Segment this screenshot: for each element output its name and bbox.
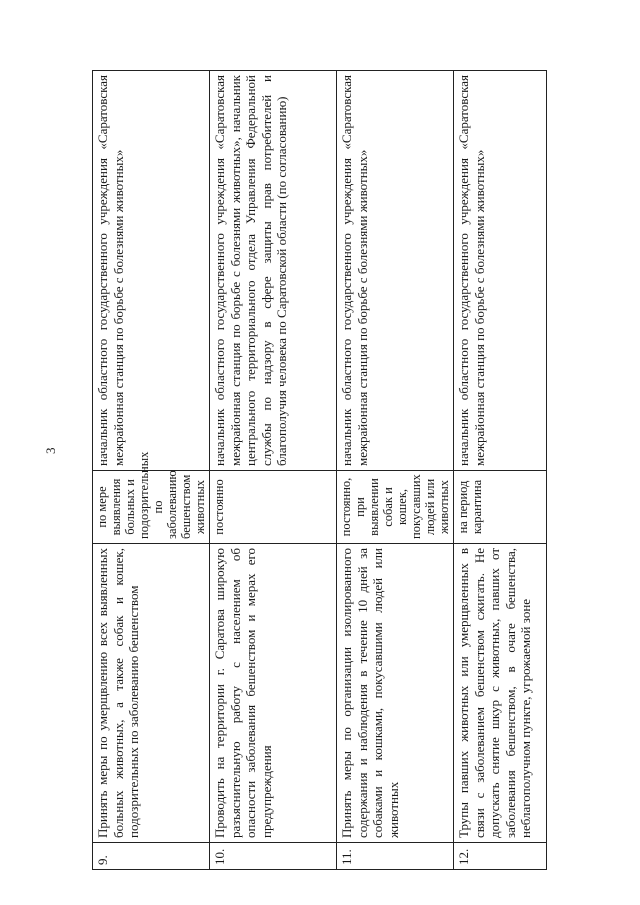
term-cell: по мере выявления больных и подозрительных по заболеванию бешенством животных [93, 471, 210, 544]
term-cell: на период карантина [454, 471, 547, 544]
table-row [93, 71, 210, 870]
measure-cell: Принять меры по умерщвлению всех выявленных больных животных, а также собак и кошек, подозрительных по заболеванию бешенством [93, 544, 210, 843]
page-number: 3 [43, 447, 58, 454]
responsible-cell: начальник областного государственного учреждения «Саратовская межрайонная станция по борьбе с болезнями животных», начальник центрального территориального отдела Управления Федеральной службы по надзору в сфере защиты прав потребителей и благополучия человека по Саратовской области (по согласованию) [210, 71, 337, 471]
measures-table [92, 70, 547, 870]
table-row [210, 71, 337, 870]
rotated-table-container [92, 70, 533, 870]
measure-cell: Трупы павших животных или умерщвленных в связи с заболеванием бешенством сжигать. Не допускать снятие шкур с животных, павших от заболевания бешенством, в очаге бешенства, неблагополучном пункте, угрожаемой зоне [454, 544, 547, 843]
row-number: 11. [337, 843, 454, 870]
term-cell: постоянно, при выявлении собак и кошек, покусавших людей или животных [337, 471, 454, 544]
responsible-cell: начальник областного государственного учреждения «Саратовская межрайонная станция по борьбе с болезнями животных» [337, 71, 454, 471]
measure-cell: Проводить на территории г. Саратова широкую разъяснительную работу с населением об опасности заболевания бешенством и мерах его предупреждения [210, 544, 337, 843]
responsible-cell: начальник областного государственного учреждения «Саратовская межрайонная станция по борьбе с болезнями животных» [454, 71, 547, 471]
term-cell: постоянно [210, 471, 337, 544]
table-row [454, 71, 547, 870]
table-row [337, 71, 454, 870]
measure-cell: Принять меры по организации изолированного содержания и наблюдения в течение 10 дней за собаками и кошками, покусавшими людей или животных [337, 544, 454, 843]
row-number: 10. [210, 843, 337, 870]
row-number: 9. [93, 843, 210, 870]
row-number: 12. [454, 843, 547, 870]
responsible-cell: начальник областного государственного учреждения «Саратовская межрайонная станция по борьбе с болезнями животных» [93, 71, 210, 471]
